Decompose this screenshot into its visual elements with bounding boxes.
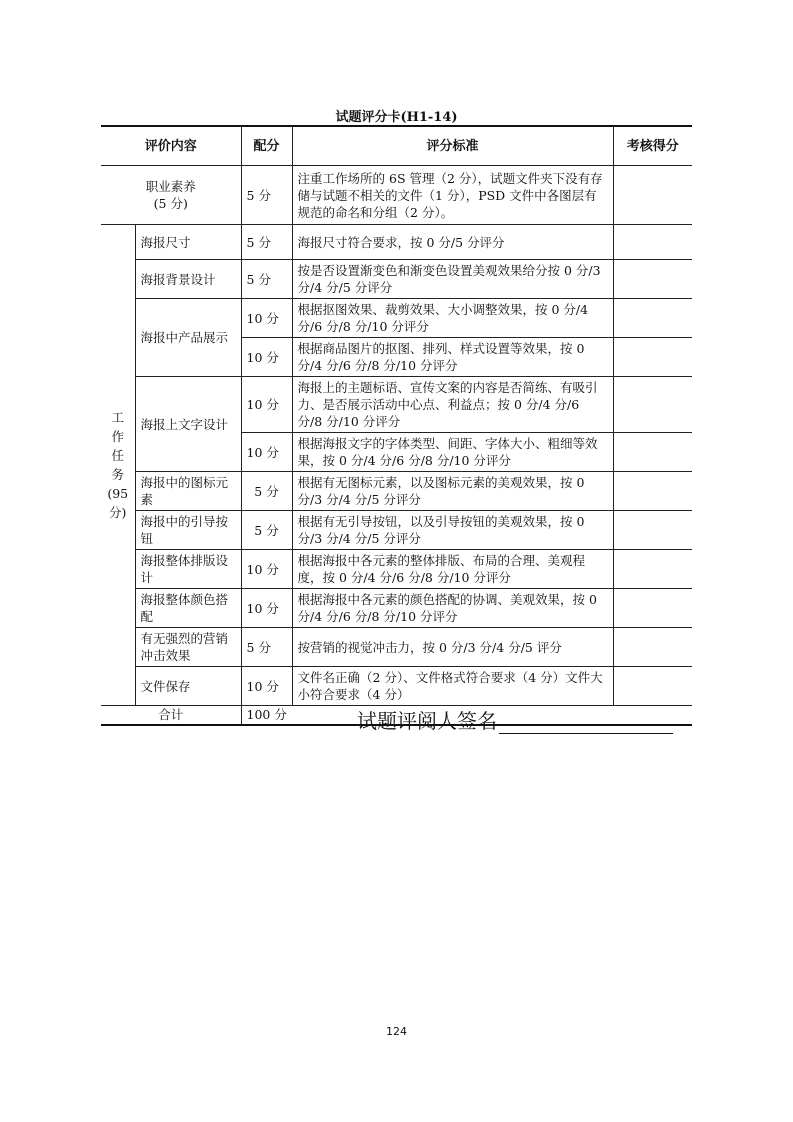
task-score-cell[interactable] [613, 225, 692, 260]
task-group-char: 分) [109, 505, 127, 520]
task-item: 海报整体颜色搭配 [135, 589, 241, 628]
score-table [101, 125, 692, 726]
task-item: 海报上文字设计 [135, 377, 241, 472]
literacy-points: 5 分 [241, 166, 292, 225]
task-points: 5 分 [241, 472, 292, 511]
page-title: 试题评分卡(H1-14) [335, 110, 458, 125]
task-item: 海报尺寸 [135, 225, 241, 260]
literacy-label: 职业素养 [145, 179, 196, 194]
literacy-score-cell[interactable] [613, 166, 692, 225]
task-points: 10 分 [241, 377, 292, 433]
total-points: 100 分 [241, 706, 692, 725]
task-score-cell[interactable] [613, 433, 692, 472]
task-points: 5 分 [241, 511, 292, 550]
task-item: 海报背景设计 [135, 260, 241, 299]
task-standard: 按营销的视觉冲击力，按 0 分/3 分/4 分/5 评分 [292, 628, 613, 667]
total-label: 合计 [101, 706, 241, 725]
task-row [101, 628, 692, 667]
task-standard: 按是否设置渐变色和渐变色设置美观效果给分按 0 分/3 分/4 分/5 分评分 [292, 260, 613, 299]
task-standard: 文件名正确（2 分）、文件格式符合要求（4 分）文件大小符合要求（4 分） [292, 667, 613, 706]
task-points: 5 分 [241, 628, 292, 667]
task-item: 海报中产品展示 [135, 299, 241, 377]
task-group-char: 务 [111, 467, 124, 482]
task-group-char: 工 [111, 410, 124, 425]
task-score-cell[interactable] [613, 511, 692, 550]
task-standard: 海报尺寸符合要求，按 0 分/5 分评分 [292, 225, 613, 260]
task-item: 海报中的图标元素 [135, 472, 241, 511]
task-standard: 根据有无引导按钮，以及引导按钮的美观效果，按 0 分/3 分/4 分/5 分评分 [292, 511, 613, 550]
task-points: 10 分 [241, 338, 292, 377]
task-score-cell[interactable] [613, 299, 692, 338]
header-score: 考核得分 [613, 126, 692, 166]
task-score-cell[interactable] [613, 472, 692, 511]
task-standard: 海报上的主题标语、宣传文案的内容是否简练、有吸引力、是否展示活动中心点、利益点；按 0 分/4 分/6 分/8 分/10 分评分 [292, 377, 613, 433]
task-points: 10 分 [241, 550, 292, 589]
task-item: 海报整体排版设计 [135, 550, 241, 589]
task-points: 10 分 [241, 433, 292, 472]
task-standard: 根据海报中各元素的整体排版、布局的合理、美观程度，按 0 分/4 分/6 分/8 分/10 分评分 [292, 550, 613, 589]
task-score-cell[interactable] [613, 667, 692, 706]
task-row [101, 299, 692, 338]
signature-area [357, 705, 673, 734]
literacy-row [101, 166, 692, 225]
task-score-cell[interactable] [613, 550, 692, 589]
task-group-char: 任 [111, 448, 124, 463]
header-row [101, 126, 692, 166]
task-group-label [101, 225, 135, 706]
task-item: 有无强烈的营销冲击效果 [135, 628, 241, 667]
task-row [101, 511, 692, 550]
task-points: 5 分 [241, 260, 292, 299]
header-points: 配分 [241, 126, 292, 166]
task-standard: 根据商品图片的抠图、排列、样式设置等效果，按 0 分/4 分/6 分/8 分/10 分评分 [292, 338, 613, 377]
task-row [101, 589, 692, 628]
signature-line[interactable] [499, 711, 673, 734]
header-standard: 评分标准 [292, 126, 613, 166]
header-content: 评价内容 [101, 126, 241, 166]
task-row [101, 667, 692, 706]
task-item: 文件保存 [135, 667, 241, 706]
task-standard: 根据抠图效果、裁剪效果、大小调整效果，按 0 分/4 分/6 分/8 分/10 分评分 [292, 299, 613, 338]
task-score-cell[interactable] [613, 338, 692, 377]
task-points: 10 分 [241, 299, 292, 338]
signature-label: 试题评阅人签名 [357, 709, 497, 733]
literacy-standard: 注重工作场所的 6S 管理（2 分），试题文件夹下没有存储与试题不相关的文件（1 分），PSD 文件中各图层有规范的命名和分组（2 分）。 [292, 166, 613, 225]
literacy-label-sub: (5 分) [153, 196, 188, 211]
task-score-cell[interactable] [613, 589, 692, 628]
task-row [101, 225, 692, 260]
task-group-char: (95 [107, 486, 129, 501]
task-row [101, 260, 692, 299]
task-score-cell[interactable] [613, 260, 692, 299]
task-row [101, 550, 692, 589]
task-standard: 根据海报文字的字体类型、间距、字体大小、粗细等效果，按 0 分/4 分/6 分/8 分/10 分评分 [292, 433, 613, 472]
task-group-char: 作 [111, 429, 124, 444]
task-score-cell[interactable] [613, 628, 692, 667]
task-row [101, 377, 692, 433]
task-points: 10 分 [241, 589, 292, 628]
task-item: 海报中的引导按钮 [135, 511, 241, 550]
task-points: 10 分 [241, 667, 292, 706]
literacy-label-cell [101, 166, 241, 225]
task-row [101, 472, 692, 511]
task-standard: 根据海报中各元素的颜色搭配的协调、美观效果，按 0 分/4 分/6 分/8 分/10 分评分 [292, 589, 613, 628]
task-standard: 根据有无图标元素，以及图标元素的美观效果，按 0 分/3 分/4 分/5 分评分 [292, 472, 613, 511]
task-score-cell[interactable] [613, 377, 692, 433]
task-points: 5 分 [241, 225, 292, 260]
page-number: 124 [386, 1025, 407, 1038]
